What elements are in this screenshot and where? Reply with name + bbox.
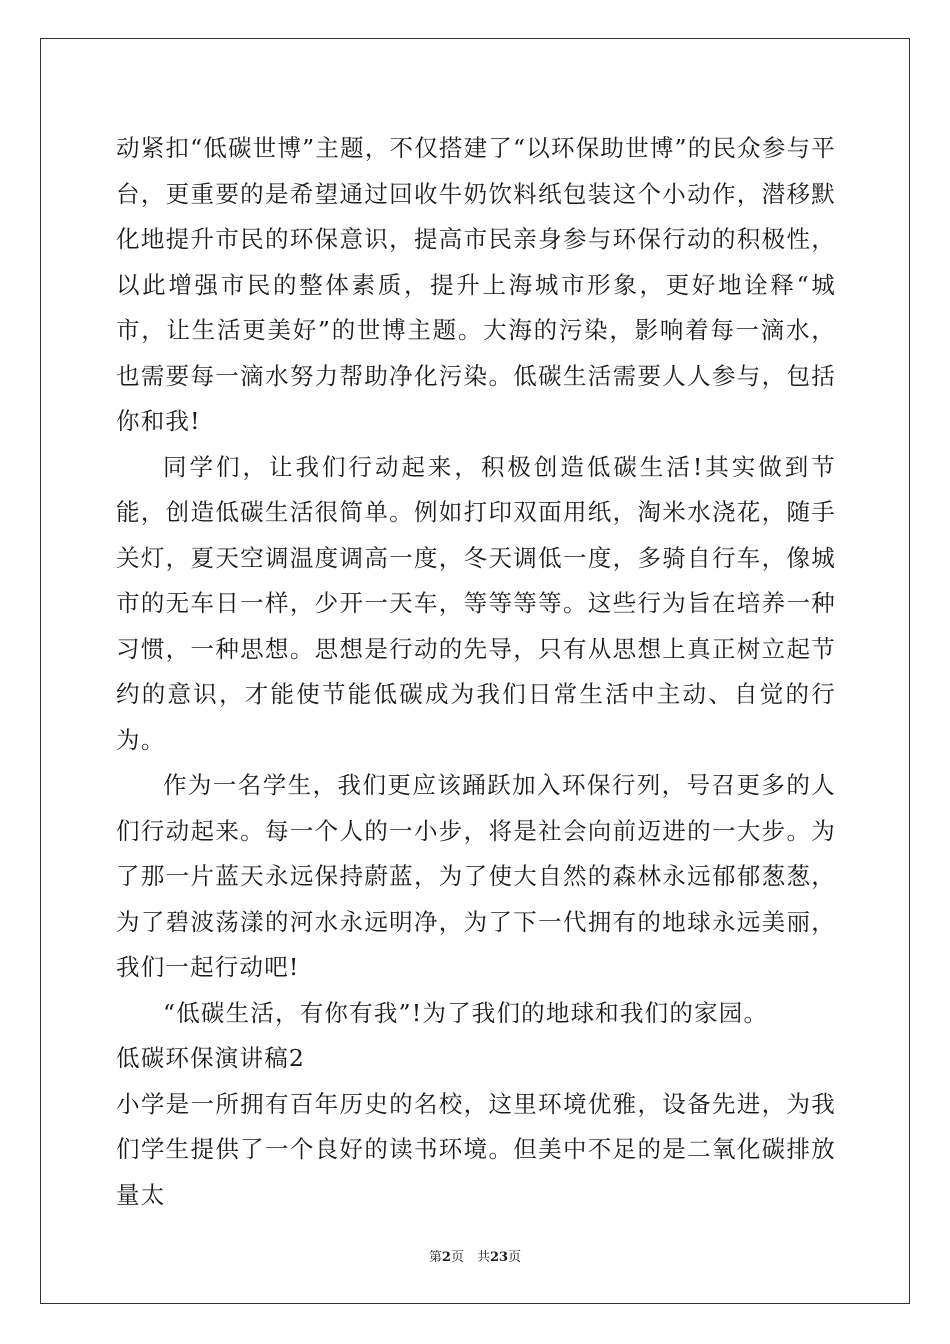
page-footer bbox=[0, 1246, 950, 1265]
paragraph-1: 动紧扣“低碳世博”主题，不仅搭建了“以环保助世博”的民众参与平台，更重要的是希望通过回收牛奶饮料纸包装这个小动作，潜移默化地提升市民的环保意识，提高市民亲身参与环保行动的积极性，以此增强市民的整体素质，提升上海城市形象，更好地诠释“城市，让生活更美好”的世博主题。大海的污染，影响着每一滴水，也需要每一滴水努力帮助净化污染。低碳生活需要人人参与，包括你和我! bbox=[116, 134, 836, 435]
paragraph-2: 同学们，让我们行动起来，积极创造低碳生活!其实做到节能，创造低碳生活很简单。例如打印双面用纸，淘米水浇花，随手关灯，夏天空调温度调高一度，冬天调低一度，多骑自行车，像城市的无车日一样，少开一天车，等等等等。这些行为旨在培养一种习惯，一种思想。思想是行动的先导，只有从思想上真正树立起节约的意识，才能使节能低碳成为我们日常生活中主动、自觉的行为。 bbox=[116, 452, 836, 754]
paragraph-3: 作为一名学生，我们更应该踊跃加入环保行列，号召更多的人们行动起来。每一个人的一小步，将是社会向前迈进的一大步。为了那一片蓝天永远保持蔚蓝，为了使大自然的森林永远郁郁葱葱，为了碧波荡漾的河水永远明净，为了下一代拥有的地球永远美丽，我们一起行动吧! bbox=[116, 771, 836, 981]
footer-total-pages: 23 bbox=[489, 1250, 509, 1265]
paragraph-4: “低碳生活，有你有我”!为了我们的地球和我们的家园。 bbox=[163, 998, 769, 1027]
section-heading: 低碳环保演讲稿2 bbox=[116, 1044, 306, 1072]
paragraph-5: 小学是一所拥有百年历史的名校，这里环境优雅，设备先进，为我们学生提供了一个良好的读书环境。但美中不足的是二氧化碳排放量太 bbox=[116, 1089, 836, 1209]
footer-page-number: 2 bbox=[441, 1250, 451, 1265]
footer-middle: 页 共 bbox=[450, 1250, 490, 1265]
document-body bbox=[116, 126, 836, 1218]
footer-suffix: 页 bbox=[508, 1250, 522, 1265]
footer-prefix: 第 bbox=[428, 1250, 442, 1265]
